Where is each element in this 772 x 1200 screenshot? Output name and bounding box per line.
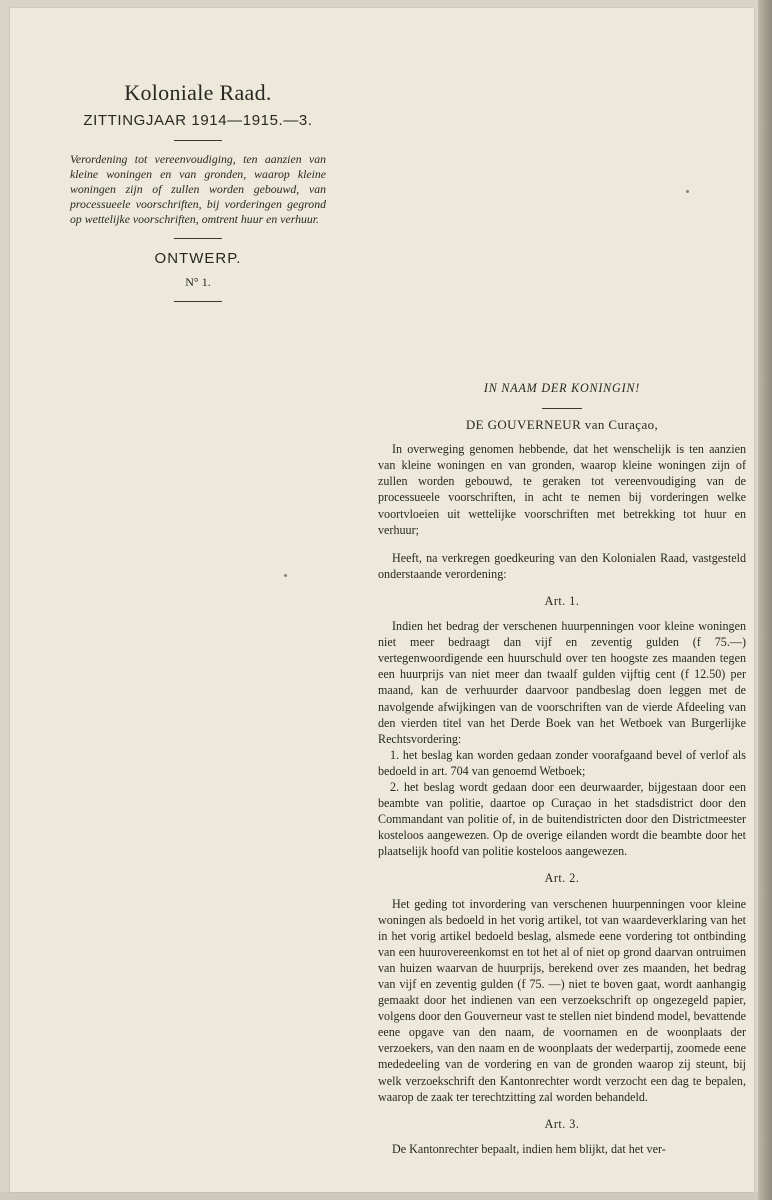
preamble-paragraph: In overweging genomen hebbende, dat het wenschelijk is ten aanzien van kleine woningen en van gronden, waarop kleine woningen zijn of zullen worden gebouwd, te geraken tot vereenvoudiging van de processueele voorschriften, in acht te nemen bij vorderingen welke voortvloeien uit wettelijke voorschriften met betrekking tot huur en verhuur; <box>378 442 746 537</box>
in-naam-heading: IN NAAM DER KONINGIN! <box>483 381 641 395</box>
divider <box>542 408 582 409</box>
article-1-item-1: 1. het beslag kan worden gedaan zonder voorafgaand bevel of verlof als bedoeld in art. 704 van genoemd Wetboek; <box>378 747 746 778</box>
governor-heading: DE GOUVERNEUR van Curaçao, <box>465 417 659 433</box>
session-year: ZITTINGJAAR 1914—1915.—3. <box>83 112 313 129</box>
article-1-item-2: 2. het beslag wordt gedaan door een deurwaarder, bijgestaan door een beambte van politie, daartoe op Curaçao in het stadsdistrict door den Commandant van politie of, in de buitendistricten door den Districtmeester kosteloos aangewezen. Op de overige eilanden wordt die beambte door het plaatselijk hoofd van politie kosteloos aangewezen. <box>378 779 746 859</box>
ordinance-body <box>378 380 746 1157</box>
divider <box>174 301 222 302</box>
paper-speck <box>284 574 287 577</box>
paper-speck <box>686 190 689 193</box>
article-3-heading: Art. 3. <box>544 1116 580 1131</box>
article-2-text: Het geding tot invordering van verschenen huurpenningen voor kleine woningen als bedoeld in het vorig artikel, tot van waardeverklaring van het in het vorig artikel bedoeld beslag, alsmede eene vordering tot ontbinding van een huurovereenkomst en tot het al of niet op grond daarvan ontruimen van huizen waarvan de huurprijs, berekend over zes maanden, het bedrag van vijf en zeventig gulden (f 75. —) niet te boven gaat, wordt aanhangig gemaakt door het indienen van een verzoekschrift op ongezegeld papier, volgens door den Gouverneur vast te stellen niet bindend model, bevattende eene opgave van den naam, de voornamen en de woonplaats der verzoekers, van den naam en de woonplaats der wederpartij, zoomede eene mededeeling van de vordering en van de gronden waarop zij steunt, bij welk verzoekschrift den Kantonrechter wordt verzocht een dag te bepalen, waarop de zaak ter terechtzitting zal worden behandeld. <box>378 896 746 1104</box>
article-1-text: Indien het bedrag der verschenen huurpenningen voor kleine woningen niet meer bedraagt dan vijf en zeventig gulden (f 75.—) vertegenwoordigende een huurschuld over ten hoogste zes maanden tegen een huurprijs van niet meer dan twaalf gulden vijftig cent (f 12.50) per maand, kan de verhuurder daarvoor pandbeslag doen leggen met de navolgende afwijkingen van de voorschriften van de vierde Afdeeling van den vierden titel van het Derde Boek van het Wetboek van Burgerlijke Rechtsvordering: <box>378 619 746 746</box>
enactment-paragraph: Heeft, na verkregen goedkeuring van den Kolonialen Raad, vastgesteld onderstaande verordening: <box>378 550 746 581</box>
article-3-text: De Kantonrechter bepaalt, indien hem blijkt, dat het ver- <box>392 1141 666 1156</box>
page-right-edge <box>758 0 772 1200</box>
ordinance-description: Verordening tot vereenvoudiging, ten aanzien van kleine woningen en van gronden, waarop kleine woningen zijn of zullen worden gebouwd, van processueele voorschriften, bij vorderingen gegrond op wettelijke voorschriften, omtrent huur en verhuur. <box>70 152 326 226</box>
council-title: Koloniale Raad. <box>124 80 272 105</box>
header-block <box>70 80 326 313</box>
article-2-heading: Art. 2. <box>544 871 580 886</box>
divider <box>174 140 222 141</box>
draft-label: ONTWERP. <box>154 250 242 267</box>
divider <box>174 238 222 239</box>
page-bottom-edge <box>0 1192 772 1200</box>
draft-number: N° 1. <box>185 275 211 289</box>
document-page <box>10 8 754 1192</box>
article-1-heading: Art. 1. <box>544 593 580 608</box>
